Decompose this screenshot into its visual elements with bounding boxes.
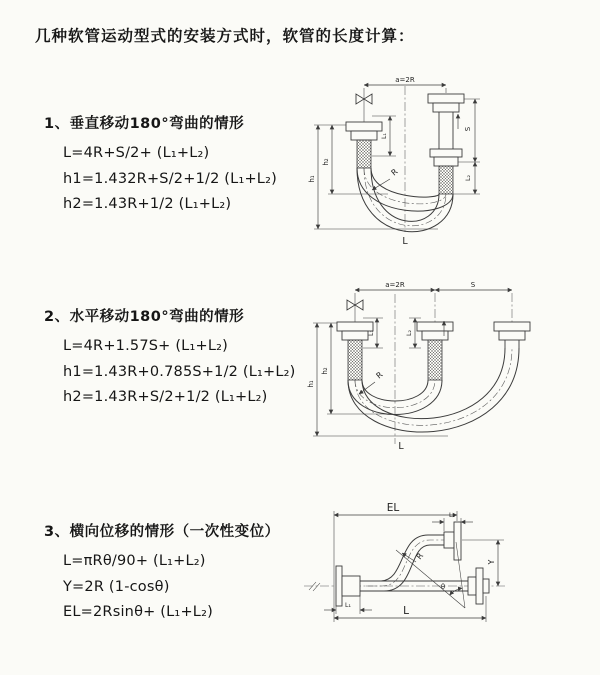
dim-label-l1: L₁	[368, 330, 375, 336]
formula-list	[63, 141, 277, 218]
formula-line: EL=2Rsinθ+ (L₁+L₂)	[63, 604, 213, 620]
diagram-horizontal-180-bend	[303, 276, 600, 462]
radius-leader	[359, 370, 385, 394]
section-lateral-displacement	[44, 520, 280, 626]
dim-label-l2: L₂	[465, 175, 472, 181]
dim-label-h1: h₁	[307, 380, 315, 388]
dim-label-r: R	[414, 551, 426, 562]
left-flange-fitting	[336, 566, 360, 606]
section-vertical-180	[44, 112, 277, 218]
middle-pipe-fitting	[417, 322, 453, 380]
dim-label-l2: L₂	[406, 330, 413, 336]
formula-list	[63, 334, 296, 411]
braided-hose-section	[439, 166, 453, 194]
diagram-lateral-displacement	[296, 498, 600, 648]
dim-label-a2r: a=2R	[395, 76, 415, 84]
section-heading: 3、横向位移的情形（一次性变位）	[44, 524, 280, 540]
section-horizontal-180	[44, 305, 296, 411]
formula-line: h2=1.43R+1/2 (L₁+L₂)	[63, 196, 232, 212]
hose-s-curve	[360, 535, 444, 591]
dim-label-y: Y	[487, 559, 496, 565]
dimension-l2	[465, 162, 475, 194]
radius-leader	[372, 167, 400, 190]
dimension-s	[435, 281, 512, 290]
dim-label-l: L	[398, 441, 404, 452]
braided-hose-section	[357, 140, 371, 168]
dim-label-el: EL	[386, 502, 400, 514]
braided-hose-section	[348, 340, 362, 380]
formula-line: h2=1.43R+S/2+1/2 (L₁+L₂)	[63, 389, 268, 405]
formula-line: h1=1.432R+S/2+1/2 (L₁+L₂)	[63, 170, 277, 187]
formula-line: Y=2R (1-cosθ)	[63, 578, 170, 595]
right-pipe-fitting	[428, 94, 464, 194]
page-title: 几种软管运动型式的安装方式时，软管的长度计算：	[35, 27, 415, 45]
dim-label-l: L	[402, 236, 408, 247]
diagram-vertical-180-bend	[306, 72, 598, 258]
right-pipe-fitting	[494, 322, 530, 348]
dimension-a2r	[355, 281, 435, 290]
formula-line: L=4R+1.57S+ (L₁+L₂)	[63, 338, 228, 354]
dim-label-s: S	[464, 126, 472, 132]
section-heading: 2、水平移动180°弯曲的情形	[44, 309, 245, 325]
pipe-centerlines	[435, 293, 512, 322]
dim-label-h1: h₁	[308, 175, 316, 183]
dim-label-r: R	[389, 167, 400, 178]
section-heading: 1、垂直移动180°弯曲的情形	[44, 116, 245, 132]
dimension-l1	[324, 596, 372, 614]
pipe-break-mark	[309, 582, 320, 591]
braided-hose-section	[428, 340, 442, 380]
upper-flange-fitting	[444, 522, 461, 560]
formula-line: L=4R+S/2+ (L₁+L₂)	[63, 145, 210, 161]
dim-label-h2: h₂	[321, 367, 329, 375]
dimension-l	[334, 596, 486, 622]
dim-label-l1: L₁	[345, 602, 351, 609]
dim-label-l1: L₁	[381, 133, 388, 139]
dim-label-l2: L₂	[449, 512, 455, 519]
dimension-el	[334, 502, 457, 622]
dim-label-l: L	[403, 605, 409, 617]
formula-line: L=πRθ/90+ (L₁+L₂)	[63, 553, 206, 569]
dim-label-r: R	[374, 370, 385, 381]
dim-label-s: S	[470, 281, 476, 289]
dim-label-a2r: a=2R	[385, 281, 405, 289]
formula-list	[63, 549, 280, 626]
formula-line: h1=1.43R+0.785S+1/2 (L₁+L₂)	[63, 363, 296, 380]
dim-label-h2: h₂	[322, 158, 330, 166]
dim-label-theta: θ	[440, 583, 446, 591]
